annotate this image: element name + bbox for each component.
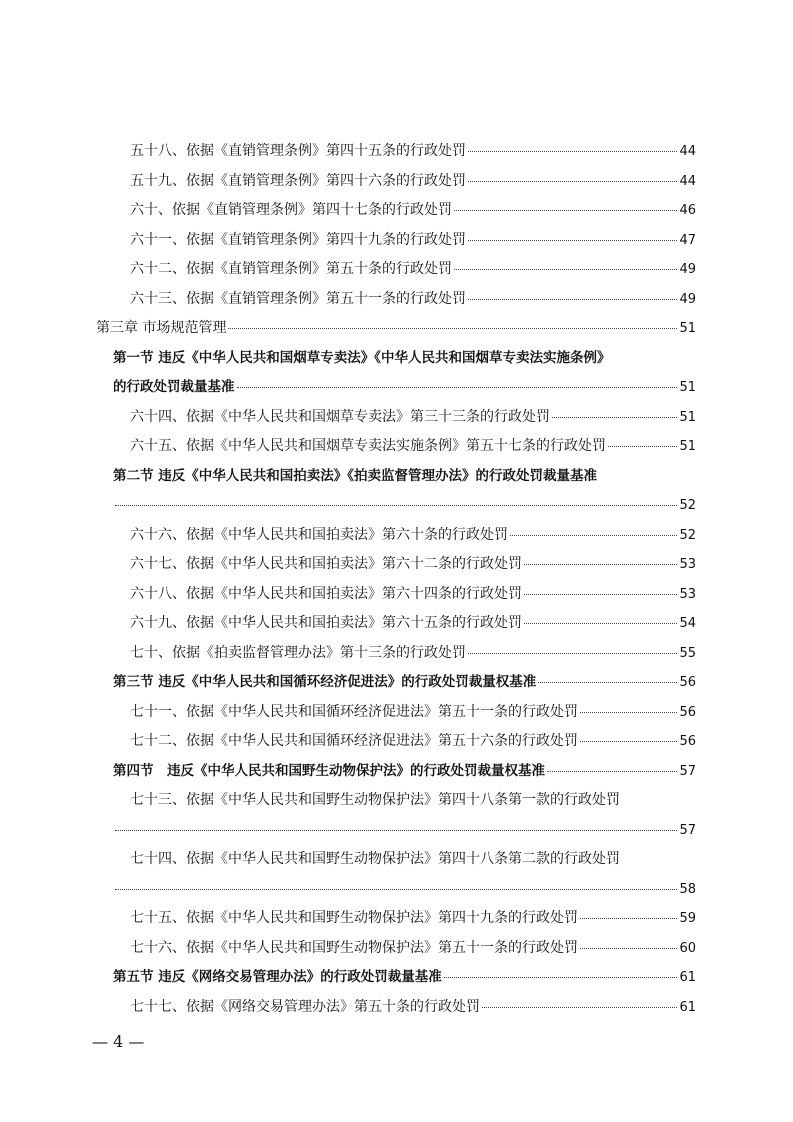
toc-entry-page: 51 [679,439,696,454]
toc-chapter-title: 第三章 市场规范管理 [96,320,227,336]
toc-leader-dots [454,210,677,211]
toc-leader-dots [468,181,677,182]
toc-leader-dots [608,446,677,447]
toc-chapter-entry[interactable] [96,314,696,344]
toc-section-entry-line2[interactable] [96,373,696,403]
toc-leader-dots [468,299,677,300]
toc-entry[interactable] [96,727,696,757]
toc-entry-title: 七十一、依据《中华人民共和国循环经济促进法》第五十一条的行政处罚 [130,703,578,720]
toc-entry-page: 51 [679,321,696,336]
toc-entry-title: 六十、依据《直销管理条例》第四十七条的行政处罚 [130,202,452,218]
toc-section-entry[interactable] [96,963,696,993]
toc-entry-page: 56 [679,704,696,720]
toc-entry-page: 56 [679,734,696,749]
toc-entry[interactable] [96,226,696,256]
toc-section-entry-line1[interactable] [96,344,696,374]
toc-entry-line2[interactable] [96,875,696,905]
toc-entry[interactable] [96,521,696,551]
toc-section-title: 第三节 违反《中华人民共和国循环经济促进法》的行政处罚裁量权基准 [113,674,537,690]
toc-leader-dots [580,741,677,742]
toc-entry-page: 54 [679,616,696,631]
toc-entry[interactable] [96,609,696,639]
toc-section-entry-line2[interactable] [96,491,696,521]
toc-entry-title: 六十三、依据《直销管理条例》第五十一条的行政处罚 [130,290,466,307]
toc-section-title: 第一节 违反《中华人民共和国烟草专卖法》《中华人民共和国烟草专卖法实施条例》 [113,349,611,366]
toc-entry[interactable] [96,137,696,167]
toc-leader-dots [580,948,677,949]
toc-entry-page: 46 [679,203,696,218]
toc-leader-dots [115,830,677,831]
toc-leader-dots [552,417,677,418]
toc-leader-dots [237,387,678,388]
toc-entry[interactable] [96,403,696,433]
toc-entry-page: 49 [679,291,696,307]
toc-leader-dots [468,240,677,241]
toc-entry-title: 七十七、依据《网络交易管理办法》第五十条的行政处罚 [130,998,480,1015]
toc-entry-title: 六十七、依据《中华人民共和国拍卖法》第六十二条的行政处罚 [130,556,522,572]
toc-section-entry[interactable] [96,668,696,698]
toc-leader-dots [444,977,678,978]
toc-entry-title: 五十八、依据《直销管理条例》第四十五条的行政处罚 [130,143,466,159]
toc-entry-page: 53 [679,557,696,572]
toc-entry-line1[interactable] [96,786,696,816]
toc-entry-page: 60 [679,940,696,956]
toc-entry-page: 61 [679,999,696,1015]
toc-entry-title: 六十八、依据《中华人民共和国拍卖法》第六十四条的行政处罚 [130,585,522,602]
toc-leader-dots [547,771,677,772]
toc-leader-dots [524,594,677,595]
toc-section-title: 的行政处罚裁量基准 [113,379,235,395]
toc-entry-page: 51 [679,380,696,395]
toc-entry-page: 52 [679,527,696,543]
toc-entry-title: 六十九、依据《中华人民共和国拍卖法》第六十五条的行政处罚 [130,615,522,631]
page-number: — 4 — [92,1032,145,1051]
toc-entry-title: 六十二、依据《直销管理条例》第五十条的行政处罚 [130,261,452,277]
toc-entry-line1[interactable] [96,845,696,875]
toc-entry-page: 57 [679,822,696,838]
toc-entry[interactable] [96,580,696,610]
toc-entry-page: 44 [679,144,696,159]
toc-entry-title: 七十、依据《拍卖监督管理办法》第十三条的行政处罚 [130,644,466,661]
toc-leader-dots [538,682,677,683]
toc-entry[interactable] [96,285,696,315]
toc-entry-page: 52 [679,498,696,513]
toc-leader-dots [482,1007,677,1008]
toc-leader-dots [510,535,677,536]
toc-section-title: 第二节 违反《中华人民共和国拍卖法》《拍卖监督管理办法》的行政处罚裁量基准 [113,467,597,484]
toc-entry-page: 58 [679,881,696,897]
toc-entry-title: 六十四、依据《中华人民共和国烟草专卖法》第三十三条的行政处罚 [130,408,550,425]
toc-entry-page: 51 [679,409,696,425]
toc-entry-title: 六十一、依据《直销管理条例》第四十九条的行政处罚 [130,231,466,248]
toc-leader-dots [580,712,677,713]
toc-leader-dots [524,564,677,565]
toc-entry[interactable] [96,167,696,197]
toc-section-entry[interactable] [96,757,696,787]
toc-entry-title: 七十五、依据《中华人民共和国野生动物保护法》第四十九条的行政处罚 [130,910,578,926]
toc-entry[interactable] [96,196,696,226]
toc-entry-line2[interactable] [96,816,696,846]
table-of-contents [96,137,696,1022]
toc-entry[interactable] [96,255,696,285]
toc-entry-page: 53 [679,586,696,602]
toc-entry-page: 61 [679,970,696,985]
toc-section-title: 第五节 违反《网络交易管理办法》的行政处罚裁量基准 [113,969,442,985]
toc-leader-dots [468,151,677,152]
toc-entry[interactable] [96,698,696,728]
toc-entry-page: 56 [679,675,696,690]
toc-leader-dots [524,623,677,624]
toc-entry[interactable] [96,550,696,580]
toc-section-title: 第四节 违反《中华人民共和国野生动物保护法》的行政处罚裁量权基准 [113,762,545,779]
toc-entry[interactable] [96,904,696,934]
toc-entry-title: 七十四、依据《中华人民共和国野生动物保护法》第四十八条第二款的行政处罚 [130,851,620,867]
toc-entry-title: 七十三、依据《中华人民共和国野生动物保护法》第四十八条第一款的行政处罚 [130,792,620,808]
toc-entry[interactable] [96,993,696,1023]
toc-entry-page: 59 [679,911,696,926]
toc-entry-page: 47 [679,232,696,248]
toc-leader-dots [115,889,677,890]
toc-leader-dots [580,918,677,919]
toc-entry-page: 55 [679,645,696,661]
toc-entry-title: 六十六、依据《中华人民共和国拍卖法》第六十条的行政处罚 [130,526,508,543]
toc-entry[interactable] [96,432,696,462]
toc-leader-dots [454,269,677,270]
toc-entry-page: 44 [679,173,696,189]
toc-entry[interactable] [96,934,696,964]
toc-entry-title: 七十二、依据《中华人民共和国循环经济促进法》第五十六条的行政处罚 [130,733,578,749]
toc-entry-page: 49 [679,262,696,277]
toc-entry-title: 六十五、依据《中华人民共和国烟草专卖法实施条例》第五十七条的行政处罚 [130,438,606,454]
toc-section-entry-line1[interactable] [96,462,696,492]
toc-entry-title: 五十九、依据《直销管理条例》第四十六条的行政处罚 [130,172,466,189]
toc-entry-page: 57 [679,763,696,779]
toc-entry[interactable] [96,639,696,669]
toc-leader-dots [468,653,677,654]
toc-leader-dots [228,328,677,329]
toc-leader-dots [115,505,677,506]
toc-entry-title: 七十六、依据《中华人民共和国野生动物保护法》第五十一条的行政处罚 [130,939,578,956]
